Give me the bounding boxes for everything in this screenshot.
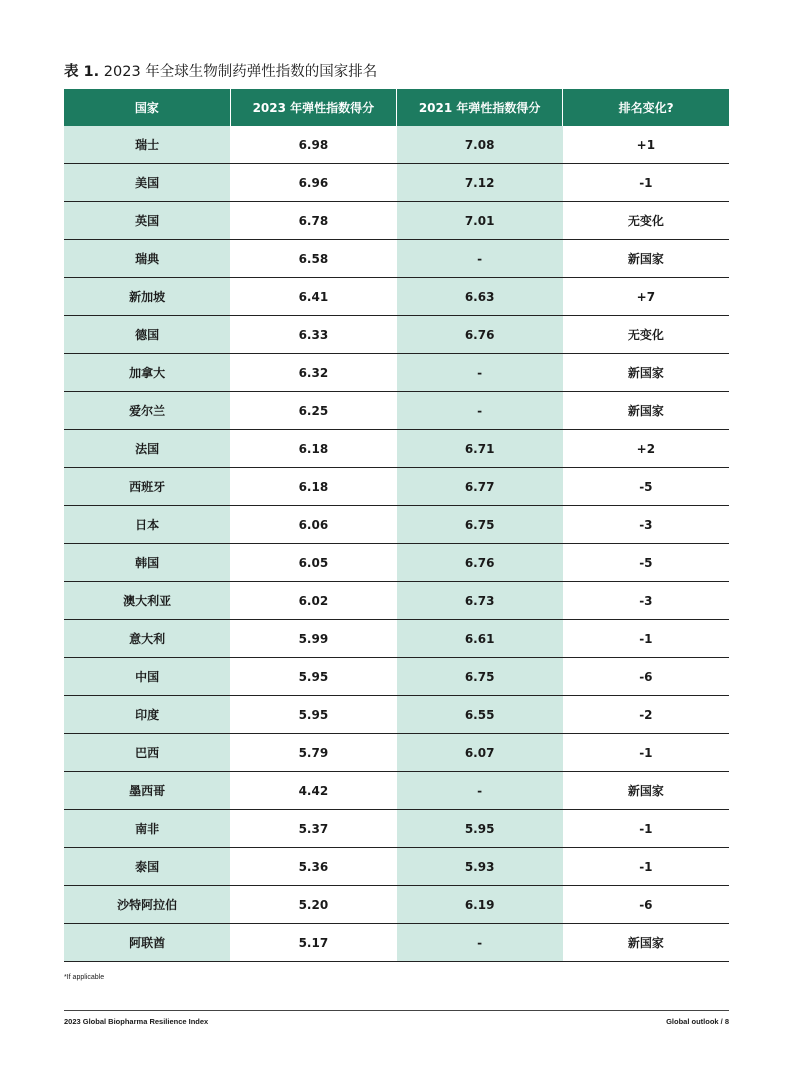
table-title-text: 2023 年全球生物制药弹性指数的国家排名 <box>103 64 378 80</box>
cell-score-2021: 6.71 <box>397 430 563 468</box>
cell-score-2021: 5.95 <box>397 810 563 848</box>
cell-score-2023: 6.32 <box>230 354 396 392</box>
cell-score-2023: 6.18 <box>230 430 396 468</box>
cell-score-2021: 6.19 <box>397 886 563 924</box>
table-header <box>64 89 729 126</box>
cell-country: 印度 <box>64 696 230 734</box>
cell-score-2023: 6.05 <box>230 544 396 582</box>
cell-rank-change: 无变化 <box>563 202 729 240</box>
cell-rank-change: -6 <box>563 658 729 696</box>
cell-score-2023: 6.41 <box>230 278 396 316</box>
cell-score-2021: 5.93 <box>397 848 563 886</box>
cell-rank-change: -2 <box>563 696 729 734</box>
table-row <box>64 544 729 582</box>
cell-country: 瑞典 <box>64 240 230 278</box>
cell-score-2023: 5.95 <box>230 696 396 734</box>
table-row <box>64 506 729 544</box>
cell-score-2023: 6.33 <box>230 316 396 354</box>
cell-country: 西班牙 <box>64 468 230 506</box>
cell-score-2023: 6.58 <box>230 240 396 278</box>
cell-rank-change: -6 <box>563 886 729 924</box>
cell-rank-change: 新国家 <box>563 772 729 810</box>
cell-rank-change: 新国家 <box>563 354 729 392</box>
cell-score-2021: - <box>397 924 563 962</box>
table-row <box>64 848 729 886</box>
table-title <box>64 60 377 81</box>
cell-country: 南非 <box>64 810 230 848</box>
table-row <box>64 354 729 392</box>
table-row <box>64 810 729 848</box>
cell-rank-change: +7 <box>563 278 729 316</box>
cell-score-2021: - <box>397 772 563 810</box>
cell-score-2021: - <box>397 240 563 278</box>
header-score-2023: 2023 年弹性指数得分 <box>230 89 396 126</box>
table-row <box>64 430 729 468</box>
header-score-2021: 2021 年弹性指数得分 <box>397 89 563 126</box>
cell-country: 中国 <box>64 658 230 696</box>
cell-rank-change: 新国家 <box>563 240 729 278</box>
cell-country: 韩国 <box>64 544 230 582</box>
table-row <box>64 658 729 696</box>
cell-score-2021: 6.76 <box>397 316 563 354</box>
cell-score-2023: 4.42 <box>230 772 396 810</box>
table-row <box>64 126 729 164</box>
table-row <box>64 392 729 430</box>
cell-country: 澳大利亚 <box>64 582 230 620</box>
cell-score-2023: 5.37 <box>230 810 396 848</box>
cell-country: 瑞士 <box>64 126 230 164</box>
footnote: *If applicable <box>64 974 105 981</box>
cell-score-2021: 6.55 <box>397 696 563 734</box>
cell-score-2023: 6.25 <box>230 392 396 430</box>
cell-rank-change: -1 <box>563 164 729 202</box>
cell-rank-change: -1 <box>563 734 729 772</box>
cell-country: 爱尔兰 <box>64 392 230 430</box>
cell-country: 阿联酋 <box>64 924 230 962</box>
cell-score-2023: 5.36 <box>230 848 396 886</box>
cell-rank-change: -5 <box>563 468 729 506</box>
header-country: 国家 <box>64 89 230 126</box>
cell-country: 沙特阿拉伯 <box>64 886 230 924</box>
cell-country: 加拿大 <box>64 354 230 392</box>
cell-score-2023: 6.02 <box>230 582 396 620</box>
cell-rank-change: -1 <box>563 810 729 848</box>
cell-score-2023: 5.95 <box>230 658 396 696</box>
cell-score-2023: 5.99 <box>230 620 396 658</box>
cell-score-2021: 7.08 <box>397 126 563 164</box>
cell-rank-change: -3 <box>563 582 729 620</box>
cell-rank-change: -1 <box>563 620 729 658</box>
footer-divider <box>64 1010 729 1011</box>
table-row <box>64 202 729 240</box>
cell-country: 英国 <box>64 202 230 240</box>
cell-score-2021: 6.73 <box>397 582 563 620</box>
cell-score-2021: 6.77 <box>397 468 563 506</box>
table-row <box>64 924 729 962</box>
cell-score-2023: 6.06 <box>230 506 396 544</box>
cell-country: 意大利 <box>64 620 230 658</box>
cell-country: 法国 <box>64 430 230 468</box>
cell-rank-change: -5 <box>563 544 729 582</box>
cell-score-2023: 6.96 <box>230 164 396 202</box>
table-row <box>64 772 729 810</box>
table-row <box>64 240 729 278</box>
cell-rank-change: +1 <box>563 126 729 164</box>
cell-score-2021: 6.76 <box>397 544 563 582</box>
table-row <box>64 316 729 354</box>
table-row <box>64 468 729 506</box>
cell-score-2021: 7.12 <box>397 164 563 202</box>
table-row <box>64 164 729 202</box>
cell-rank-change: 无变化 <box>563 316 729 354</box>
cell-score-2023: 6.18 <box>230 468 396 506</box>
cell-rank-change: +2 <box>563 430 729 468</box>
cell-rank-change: -3 <box>563 506 729 544</box>
table-row <box>64 886 729 924</box>
table-title-prefix: 表 1. <box>64 64 100 80</box>
cell-score-2021: 6.75 <box>397 506 563 544</box>
table-row <box>64 582 729 620</box>
cell-score-2023: 5.17 <box>230 924 396 962</box>
cell-rank-change: 新国家 <box>563 924 729 962</box>
cell-score-2021: 7.01 <box>397 202 563 240</box>
cell-score-2023: 5.79 <box>230 734 396 772</box>
cell-score-2023: 6.98 <box>230 126 396 164</box>
cell-country: 泰国 <box>64 848 230 886</box>
cell-country: 德国 <box>64 316 230 354</box>
cell-score-2023: 5.20 <box>230 886 396 924</box>
table-body <box>64 126 729 962</box>
cell-country: 日本 <box>64 506 230 544</box>
footer-page-label: Global outlook / 8 <box>666 1017 729 1026</box>
cell-rank-change: 新国家 <box>563 392 729 430</box>
header-rank-change: 排名变化? <box>563 89 729 126</box>
cell-score-2021: - <box>397 354 563 392</box>
table-row <box>64 696 729 734</box>
cell-score-2021: 6.75 <box>397 658 563 696</box>
cell-score-2021: 6.07 <box>397 734 563 772</box>
cell-country: 新加坡 <box>64 278 230 316</box>
table-row <box>64 278 729 316</box>
cell-score-2021: - <box>397 392 563 430</box>
footer-report-name: 2023 Global Biopharma Resilience Index <box>64 1017 209 1026</box>
cell-country: 墨西哥 <box>64 772 230 810</box>
table-row <box>64 620 729 658</box>
cell-score-2021: 6.61 <box>397 620 563 658</box>
cell-country: 巴西 <box>64 734 230 772</box>
cell-score-2021: 6.63 <box>397 278 563 316</box>
cell-rank-change: -1 <box>563 848 729 886</box>
ranking-table <box>64 89 729 962</box>
cell-score-2023: 6.78 <box>230 202 396 240</box>
table-row <box>64 734 729 772</box>
cell-country: 美国 <box>64 164 230 202</box>
